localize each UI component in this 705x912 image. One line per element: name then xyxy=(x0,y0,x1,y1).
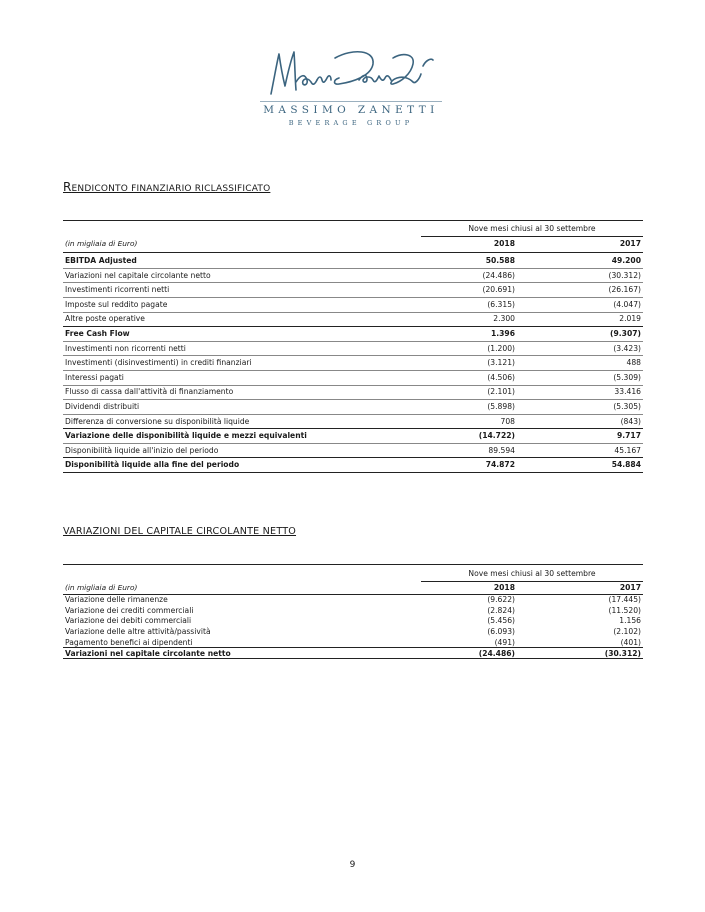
value-2018: (24.486) xyxy=(478,648,515,658)
period-header-rule xyxy=(421,236,643,237)
row-label: Investimenti (disinvestimenti) in crediti finanziari xyxy=(65,358,252,368)
value-2017: 33.416 xyxy=(614,387,641,397)
table-row xyxy=(63,627,643,638)
row-label: Disponibilità liquide all'inizio del periodo xyxy=(65,445,219,455)
value-2018: 50.588 xyxy=(485,256,515,265)
value-2017: 49.200 xyxy=(611,256,641,265)
value-2018: (1.200) xyxy=(487,343,515,353)
row-divider xyxy=(63,658,643,659)
table-row xyxy=(63,400,643,415)
value-2017: (2.102) xyxy=(613,627,641,637)
value-2017: (9.307) xyxy=(610,329,641,338)
row-label: Variazione delle disponibilità liquide e mezzi equivalenti xyxy=(65,431,307,441)
row-label: Variazioni nel capitale circolante netto xyxy=(65,648,231,658)
value-2017: (401) xyxy=(620,637,641,647)
table-row xyxy=(63,415,643,430)
value-2017: (5.309) xyxy=(613,372,641,382)
value-2017: (4.047) xyxy=(613,299,641,309)
value-2017: (26.167) xyxy=(608,285,641,295)
table-row xyxy=(63,385,643,400)
value-2017: 9.717 xyxy=(616,431,641,441)
row-label: Interessi pagati xyxy=(65,372,124,382)
value-2018: 708 xyxy=(500,416,515,426)
value-2017: 1.156 xyxy=(619,616,641,626)
row-label: Variazioni nel capitale circolante netto xyxy=(65,270,211,280)
header-bottom-rule xyxy=(63,252,643,253)
value-2018: (14.722) xyxy=(478,431,515,441)
logo-rule xyxy=(260,101,442,102)
value-2018: (4.506) xyxy=(487,372,515,382)
value-2018: (5.898) xyxy=(487,402,515,411)
table-row xyxy=(63,371,643,386)
value-2018: 74.872 xyxy=(485,460,515,470)
value-2018: (491) xyxy=(494,637,515,647)
table-row xyxy=(63,342,643,357)
row-label: Dividendi distribuiti xyxy=(65,402,140,411)
value-2018: (20.691) xyxy=(482,285,515,295)
cashflow-title-initial: R xyxy=(63,180,72,194)
table-row xyxy=(63,269,643,284)
table-row xyxy=(63,298,643,313)
units-label: (in migliaia di Euro) xyxy=(65,239,138,248)
row-label: Variazione dei debiti commerciali xyxy=(65,616,192,626)
value-2018: (6.093) xyxy=(487,627,515,637)
table-row xyxy=(63,327,643,342)
value-2017: (3.423) xyxy=(613,343,641,353)
company-name: MASSIMO ZANETTI xyxy=(263,104,439,116)
table-row xyxy=(63,649,643,660)
table-row xyxy=(63,444,643,459)
column-header-2017: 2017 xyxy=(619,583,641,592)
value-2017: (843) xyxy=(620,416,641,426)
value-2017: 2.019 xyxy=(619,314,641,324)
row-label: EBITDA Adjusted xyxy=(65,256,137,265)
value-2017: (30.312) xyxy=(608,270,641,280)
table-row xyxy=(63,606,643,617)
value-2018: 1.396 xyxy=(490,329,515,338)
value-2017: 488 xyxy=(626,358,641,368)
value-2018: (2.824) xyxy=(487,605,515,615)
row-label: Variazione delle rimanenze xyxy=(65,595,168,604)
value-2018: (24.486) xyxy=(482,270,515,280)
row-label: Pagamento benefici ai dipendenti xyxy=(65,637,193,647)
row-label: Variazione dei crediti commerciali xyxy=(65,605,194,615)
row-label: Differenza di conversione su disponibilità liquide xyxy=(65,416,250,426)
value-2018: 2.300 xyxy=(493,314,515,324)
table-row xyxy=(63,638,643,649)
column-header-2017: 2017 xyxy=(619,239,641,248)
value-2017: (11.520) xyxy=(608,605,641,615)
column-header-2018: 2018 xyxy=(493,583,515,592)
table-row xyxy=(63,356,643,371)
table-top-rule xyxy=(63,564,643,565)
row-divider xyxy=(63,472,643,473)
cashflow-title-rest: ENDICONTO FINANZIARIO RICLASSIFICATO xyxy=(71,184,271,194)
working-capital-table xyxy=(63,564,643,674)
value-2018: (9.622) xyxy=(487,595,515,604)
value-2018: (5.456) xyxy=(487,616,515,626)
value-2017: 45.167 xyxy=(614,445,641,455)
value-2018: 89.594 xyxy=(488,445,515,455)
table-row xyxy=(63,283,643,298)
table-top-rule xyxy=(63,220,643,221)
cashflow-table xyxy=(63,220,643,480)
page-number: 9 xyxy=(349,860,356,870)
row-label: Investimenti non ricorrenti netti xyxy=(65,343,186,353)
cashflow-title xyxy=(63,180,270,194)
value-2017: (30.312) xyxy=(604,648,641,658)
signature-logo-icon xyxy=(263,44,443,100)
period-header-rule xyxy=(421,581,643,582)
table-row xyxy=(63,595,643,606)
working-capital-title: VARIAZIONI DEL CAPITALE CIRCOLANTE NETTO xyxy=(63,526,297,537)
value-2017: (5.305) xyxy=(613,402,641,411)
company-subtitle: BEVERAGE GROUP xyxy=(288,119,414,127)
column-header-2018: 2018 xyxy=(493,239,515,248)
value-2018: (6.315) xyxy=(487,299,515,309)
row-label: Imposte sul reddito pagate xyxy=(65,299,168,309)
value-2017: 54.884 xyxy=(611,460,641,470)
row-label: Variazione delle altre attività/passività xyxy=(65,627,211,637)
value-2018: (2.101) xyxy=(487,387,515,397)
row-label: Free Cash Flow xyxy=(65,329,130,338)
table-row xyxy=(63,254,643,269)
row-label: Investimenti ricorrenti netti xyxy=(65,285,170,295)
period-header: Nove mesi chiusi al 30 settembre xyxy=(468,569,596,578)
company-logo xyxy=(255,44,455,134)
value-2017: (17.445) xyxy=(608,595,641,604)
period-header: Nove mesi chiusi al 30 settembre xyxy=(468,224,596,233)
row-label: Altre poste operative xyxy=(65,314,145,324)
value-2018: (3.121) xyxy=(487,358,515,368)
table-row xyxy=(63,429,643,444)
table-row xyxy=(63,616,643,627)
units-label: (in migliaia di Euro) xyxy=(65,583,138,592)
row-label: Disponibilità liquide alla fine del periodo xyxy=(65,460,240,470)
table-row xyxy=(63,458,643,473)
table-row xyxy=(63,312,643,327)
row-label: Flusso di cassa dall'attività di finanziamento xyxy=(65,387,234,397)
